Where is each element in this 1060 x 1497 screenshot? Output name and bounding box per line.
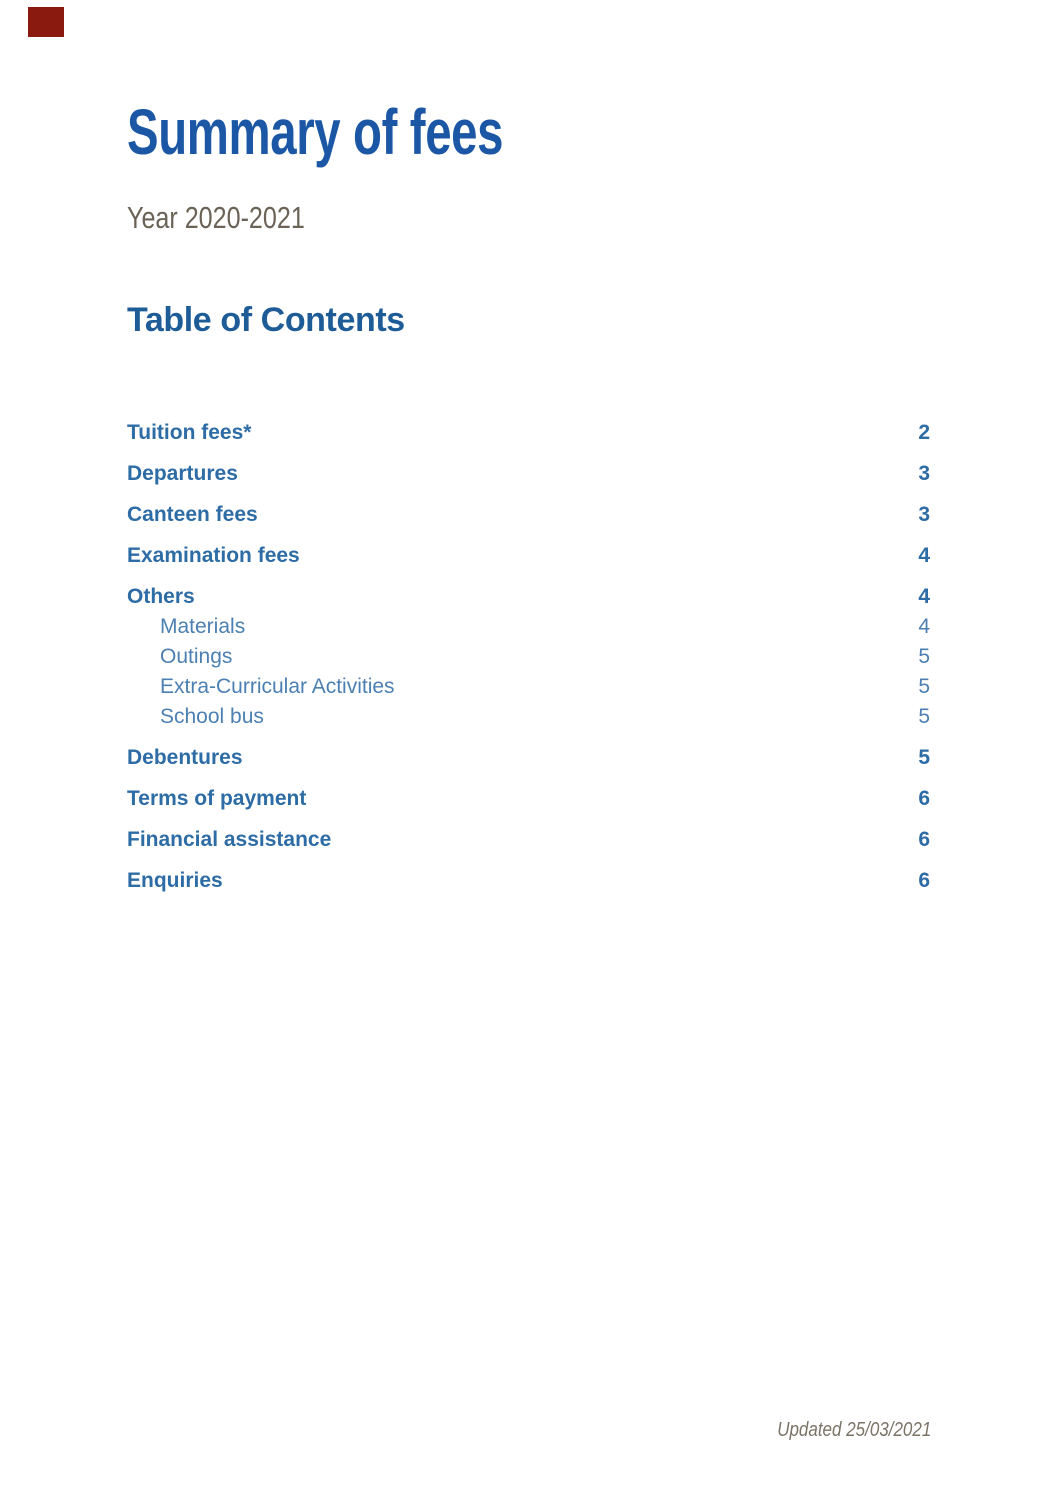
toc-entry-page: 4 bbox=[918, 615, 930, 638]
toc-entry-extra-curricular-activities[interactable] bbox=[127, 673, 930, 701]
toc-entry-label: Enquiries bbox=[127, 869, 223, 892]
toc-entry-page: 5 bbox=[918, 645, 930, 668]
toc-heading: Table of Contents bbox=[127, 301, 405, 339]
toc-entry-others[interactable] bbox=[127, 583, 930, 611]
toc-entry-page: 2 bbox=[918, 421, 930, 444]
toc-entry-label: School bus bbox=[160, 705, 264, 728]
toc-entry-page: 4 bbox=[918, 585, 930, 608]
toc-entry-materials[interactable] bbox=[127, 613, 930, 641]
table-of-contents bbox=[127, 419, 930, 895]
page-title: Summary of fees bbox=[127, 96, 504, 168]
toc-entry-debentures[interactable] bbox=[127, 744, 930, 772]
toc-entry-label: Canteen fees bbox=[127, 503, 258, 526]
toc-entry-financial-assistance[interactable] bbox=[127, 826, 930, 854]
toc-entry-page: 6 bbox=[918, 828, 930, 851]
updated-date-note: Updated 25/03/2021 bbox=[776, 1419, 931, 1441]
toc-entry-label: Materials bbox=[160, 615, 246, 638]
toc-entry-page: 3 bbox=[918, 462, 930, 485]
toc-entry-school-bus[interactable] bbox=[127, 703, 930, 731]
toc-entry-outings[interactable] bbox=[127, 643, 930, 671]
toc-entry-page: 5 bbox=[918, 705, 930, 728]
toc-entry-label: Others bbox=[127, 585, 195, 608]
toc-entry-label: Outings bbox=[160, 645, 233, 668]
toc-entry-label: Examination fees bbox=[127, 544, 300, 567]
toc-entry-page: 6 bbox=[918, 787, 930, 810]
toc-entry-label: Financial assistance bbox=[127, 828, 332, 851]
toc-entry-page: 3 bbox=[918, 503, 930, 526]
toc-entry-enquiries[interactable] bbox=[127, 867, 930, 895]
toc-entry-examination-fees[interactable] bbox=[127, 542, 930, 570]
page-subtitle: Year 2020-2021 bbox=[127, 200, 305, 235]
toc-entry-page: 4 bbox=[918, 544, 930, 567]
toc-entry-tuition-fees[interactable] bbox=[127, 419, 930, 447]
toc-entry-label: Terms of payment bbox=[127, 787, 307, 810]
toc-entry-departures[interactable] bbox=[127, 460, 930, 488]
toc-entry-terms-of-payment[interactable] bbox=[127, 785, 930, 813]
toc-entry-page: 5 bbox=[918, 675, 930, 698]
toc-entry-page: 5 bbox=[918, 746, 930, 769]
toc-entry-page: 6 bbox=[918, 869, 930, 892]
toc-entry-label: Extra-Curricular Activities bbox=[160, 675, 395, 698]
toc-entry-label: Departures bbox=[127, 462, 238, 485]
toc-entry-canteen-fees[interactable] bbox=[127, 501, 930, 529]
logo-mark bbox=[28, 7, 64, 37]
toc-entry-label: Tuition fees* bbox=[127, 421, 252, 444]
toc-entry-label: Debentures bbox=[127, 746, 243, 769]
